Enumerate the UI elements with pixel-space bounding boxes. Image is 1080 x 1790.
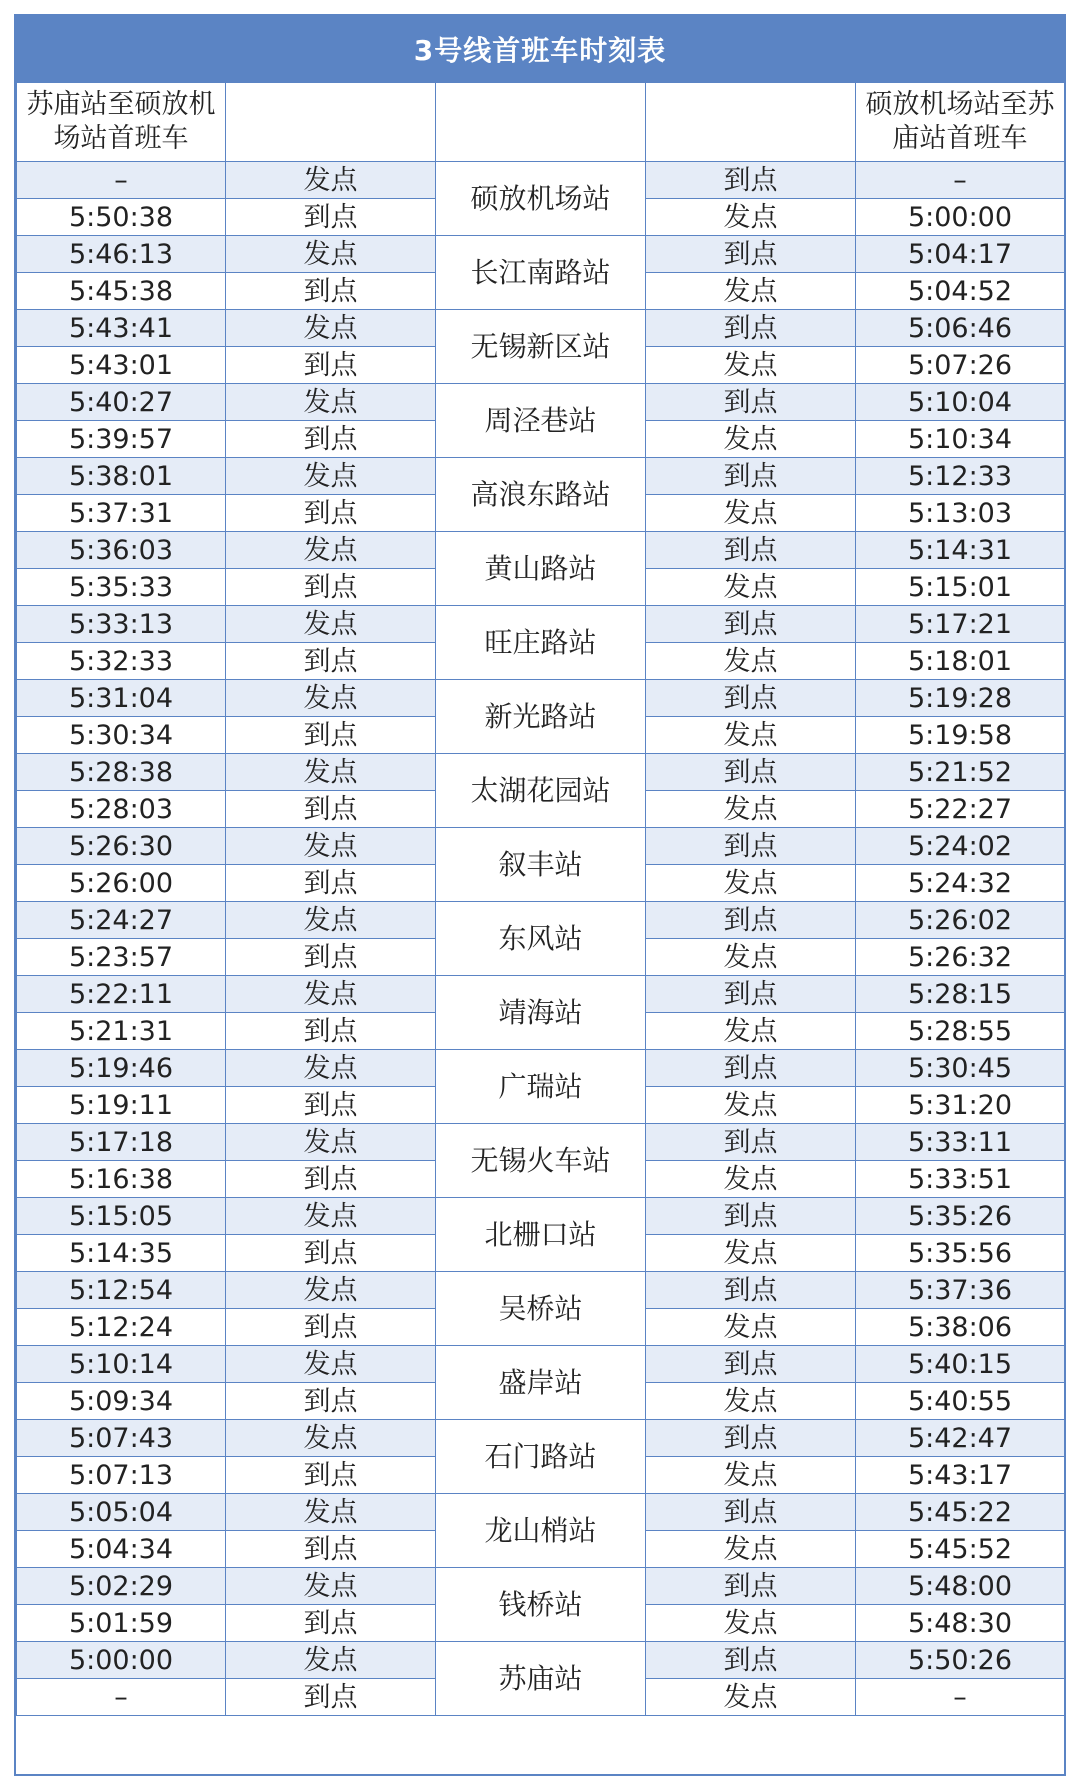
southbound-time-type: 到点 [226,717,436,754]
table-row [17,976,1065,1013]
southbound-time-type: 到点 [226,1605,436,1642]
southbound-time-type: 发点 [226,1050,436,1087]
table-row [17,1346,1065,1383]
southbound-time: 5:43:41 [17,310,226,347]
southbound-time-type: 到点 [226,347,436,384]
southbound-time-type: 发点 [226,976,436,1013]
header-blank-4 [646,83,856,162]
station-name: 东风站 [436,902,646,976]
table-row [17,384,1065,421]
station-name: 北栅口站 [436,1198,646,1272]
station-name: 周泾巷站 [436,384,646,458]
northbound-time-type: 发点 [646,1679,856,1716]
northbound-time-type: 到点 [646,754,856,791]
southbound-time-type: 发点 [226,606,436,643]
station-name: 黄山路站 [436,532,646,606]
southbound-time-type: 到点 [226,273,436,310]
station-name: 石门路站 [436,1420,646,1494]
northbound-time: 5:06:46 [856,310,1065,347]
southbound-time: 5:40:27 [17,384,226,421]
northbound-time-type: 发点 [646,1457,856,1494]
southbound-time-type: 到点 [226,1013,436,1050]
northbound-time-type: 到点 [646,976,856,1013]
northbound-time: 5:04:17 [856,236,1065,273]
station-name: 龙山梢站 [436,1494,646,1568]
northbound-time: 5:26:02 [856,902,1065,939]
header-direction-to-sumiao: 硕放机场站至苏庙站首班车 [856,83,1065,162]
southbound-time: 5:36:03 [17,532,226,569]
southbound-time-type: 到点 [226,791,436,828]
northbound-time: 5:31:20 [856,1087,1065,1124]
station-name: 吴桥站 [436,1272,646,1346]
station-name: 长江南路站 [436,236,646,310]
southbound-time-type: 到点 [226,643,436,680]
southbound-time: 5:30:34 [17,717,226,754]
southbound-time-type: 到点 [226,199,436,236]
station-name: 广瑞站 [436,1050,646,1124]
station-name: 钱桥站 [436,1568,646,1642]
table-row [17,1420,1065,1457]
northbound-time-type: 发点 [646,1161,856,1198]
southbound-time-type: 到点 [226,1235,436,1272]
southbound-time: 5:01:59 [17,1605,226,1642]
southbound-time: 5:21:31 [17,1013,226,1050]
table-row [17,1568,1065,1605]
table-row [17,532,1065,569]
southbound-time: 5:19:11 [17,1087,226,1124]
station-name: 盛岸站 [436,1346,646,1420]
northbound-time-type: 发点 [646,199,856,236]
northbound-time: 5:26:32 [856,939,1065,976]
northbound-time-type: 发点 [646,1605,856,1642]
southbound-time: 5:14:35 [17,1235,226,1272]
northbound-time-type: 发点 [646,273,856,310]
table-row [17,236,1065,273]
southbound-time-type: 发点 [226,384,436,421]
table-row [17,1494,1065,1531]
southbound-time: 5:15:05 [17,1198,226,1235]
station-name: 无锡火车站 [436,1124,646,1198]
header-blank-2 [226,83,436,162]
northbound-time-type: 发点 [646,495,856,532]
header-blank-3 [436,83,646,162]
table-row [17,828,1065,865]
southbound-time-type: 发点 [226,458,436,495]
northbound-time-type: 发点 [646,347,856,384]
northbound-time-type: 发点 [646,421,856,458]
southbound-time: 5:22:11 [17,976,226,1013]
northbound-time: 5:13:03 [856,495,1065,532]
southbound-time: 5:26:30 [17,828,226,865]
southbound-time-type: 到点 [226,495,436,532]
northbound-time: 5:04:52 [856,273,1065,310]
station-name: 高浪东路站 [436,458,646,532]
northbound-time-type: 发点 [646,1309,856,1346]
northbound-time: 5:22:27 [856,791,1065,828]
station-name: 靖海站 [436,976,646,1050]
northbound-time-type: 到点 [646,606,856,643]
southbound-time-type: 到点 [226,1161,436,1198]
northbound-time-type: 发点 [646,643,856,680]
northbound-time-type: 到点 [646,310,856,347]
southbound-time-type: 到点 [226,939,436,976]
northbound-time: 5:45:22 [856,1494,1065,1531]
southbound-time: 5:10:14 [17,1346,226,1383]
southbound-time-type: 到点 [226,1383,436,1420]
northbound-time-type: 发点 [646,939,856,976]
southbound-time-type: 发点 [226,532,436,569]
table-row [17,310,1065,347]
station-name: 叙丰站 [436,828,646,902]
northbound-time-type: 到点 [646,384,856,421]
northbound-time-type: 到点 [646,458,856,495]
northbound-time-type: 发点 [646,1087,856,1124]
southbound-time-type: 发点 [226,1272,436,1309]
table-row [17,1050,1065,1087]
southbound-time-type: 发点 [226,1420,436,1457]
northbound-time-type: 发点 [646,569,856,606]
southbound-time-type: 发点 [226,680,436,717]
northbound-time: 5:35:26 [856,1198,1065,1235]
southbound-time: 5:35:33 [17,569,226,606]
northbound-time-type: 到点 [646,828,856,865]
northbound-time: – [856,1679,1065,1716]
southbound-time-type: 到点 [226,421,436,458]
northbound-time: 5:24:02 [856,828,1065,865]
northbound-time: – [856,162,1065,199]
northbound-time: 5:28:55 [856,1013,1065,1050]
southbound-time: – [17,162,226,199]
northbound-time: 5:48:00 [856,1568,1065,1605]
northbound-time: 5:42:47 [856,1420,1065,1457]
northbound-time-type: 发点 [646,1383,856,1420]
northbound-time: 5:35:56 [856,1235,1065,1272]
station-name: 新光路站 [436,680,646,754]
southbound-time-type: 发点 [226,902,436,939]
southbound-time-type: 发点 [226,162,436,199]
northbound-time: 5:10:34 [856,421,1065,458]
table-header-row [17,83,1065,162]
station-name: 旺庄路站 [436,606,646,680]
southbound-time-type: 发点 [226,828,436,865]
northbound-time-type: 发点 [646,717,856,754]
southbound-time-type: 到点 [226,1531,436,1568]
northbound-time-type: 到点 [646,1568,856,1605]
station-name: 无锡新区站 [436,310,646,384]
southbound-time-type: 发点 [226,310,436,347]
northbound-time: 5:45:52 [856,1531,1065,1568]
northbound-time-type: 到点 [646,162,856,199]
station-name: 硕放机场站 [436,162,646,236]
southbound-time-type: 到点 [226,1679,436,1716]
southbound-time-type: 发点 [226,1568,436,1605]
northbound-time: 5:40:15 [856,1346,1065,1383]
southbound-time: 5:45:38 [17,273,226,310]
southbound-time: 5:24:27 [17,902,226,939]
timetable-title: 3号线首班车时刻表 [16,16,1064,82]
station-name: 苏庙站 [436,1642,646,1716]
northbound-time-type: 到点 [646,680,856,717]
table-row [17,458,1065,495]
northbound-time: 5:37:36 [856,1272,1065,1309]
southbound-time: 5:26:00 [17,865,226,902]
northbound-time: 5:17:21 [856,606,1065,643]
northbound-time: 5:14:31 [856,532,1065,569]
northbound-time-type: 到点 [646,1346,856,1383]
northbound-time: 5:43:17 [856,1457,1065,1494]
station-name: 太湖花园站 [436,754,646,828]
southbound-time: 5:32:33 [17,643,226,680]
northbound-time-type: 发点 [646,1013,856,1050]
southbound-time: 5:12:24 [17,1309,226,1346]
northbound-time: 5:48:30 [856,1605,1065,1642]
southbound-time: 5:39:57 [17,421,226,458]
southbound-time: 5:09:34 [17,1383,226,1420]
table-row [17,1272,1065,1309]
southbound-time-type: 发点 [226,1642,436,1679]
northbound-time: 5:33:51 [856,1161,1065,1198]
southbound-time: 5:19:46 [17,1050,226,1087]
southbound-time: 5:46:13 [17,236,226,273]
southbound-time: 5:37:31 [17,495,226,532]
northbound-time: 5:24:32 [856,865,1065,902]
southbound-time: 5:43:01 [17,347,226,384]
table-row [17,1642,1065,1679]
northbound-time: 5:50:26 [856,1642,1065,1679]
northbound-time: 5:15:01 [856,569,1065,606]
southbound-time: 5:31:04 [17,680,226,717]
northbound-time-type: 到点 [646,1420,856,1457]
southbound-time: 5:28:38 [17,754,226,791]
table-row [17,902,1065,939]
southbound-time-type: 发点 [226,236,436,273]
northbound-time: 5:40:55 [856,1383,1065,1420]
southbound-time-type: 到点 [226,1309,436,1346]
northbound-time: 5:33:11 [856,1124,1065,1161]
southbound-time-type: 发点 [226,754,436,791]
southbound-time-type: 发点 [226,1494,436,1531]
southbound-time: 5:23:57 [17,939,226,976]
northbound-time: 5:12:33 [856,458,1065,495]
southbound-time: 5:28:03 [17,791,226,828]
northbound-time: 5:19:58 [856,717,1065,754]
southbound-time: 5:12:54 [17,1272,226,1309]
northbound-time-type: 到点 [646,902,856,939]
southbound-time: 5:07:13 [17,1457,226,1494]
northbound-time-type: 发点 [646,791,856,828]
table-row [17,680,1065,717]
northbound-time-type: 到点 [646,1642,856,1679]
southbound-time-type: 发点 [226,1346,436,1383]
timetable [16,82,1065,1716]
southbound-time: 5:05:04 [17,1494,226,1531]
southbound-time-type: 到点 [226,1087,436,1124]
northbound-time-type: 到点 [646,236,856,273]
northbound-time-type: 发点 [646,865,856,902]
northbound-time: 5:10:04 [856,384,1065,421]
southbound-time: 5:17:18 [17,1124,226,1161]
table-row [17,606,1065,643]
northbound-time-type: 到点 [646,1272,856,1309]
table-row [17,754,1065,791]
header-direction-to-airport: 苏庙站至硕放机场站首班车 [17,83,226,162]
northbound-time: 5:30:45 [856,1050,1065,1087]
southbound-time: 5:16:38 [17,1161,226,1198]
northbound-time-type: 到点 [646,532,856,569]
southbound-time: 5:00:00 [17,1642,226,1679]
southbound-time: – [17,1679,226,1716]
northbound-time-type: 到点 [646,1494,856,1531]
table-row [17,1124,1065,1161]
northbound-time-type: 到点 [646,1198,856,1235]
northbound-time: 5:18:01 [856,643,1065,680]
northbound-time-type: 到点 [646,1124,856,1161]
southbound-time: 5:04:34 [17,1531,226,1568]
northbound-time: 5:00:00 [856,199,1065,236]
timetable-frame [14,14,1066,1776]
southbound-time-type: 到点 [226,865,436,902]
southbound-time-type: 到点 [226,1457,436,1494]
northbound-time: 5:38:06 [856,1309,1065,1346]
southbound-time: 5:02:29 [17,1568,226,1605]
southbound-time: 5:38:01 [17,458,226,495]
southbound-time: 5:33:13 [17,606,226,643]
northbound-time: 5:28:15 [856,976,1065,1013]
northbound-time-type: 发点 [646,1531,856,1568]
table-row [17,162,1065,199]
southbound-time: 5:50:38 [17,199,226,236]
northbound-time: 5:21:52 [856,754,1065,791]
southbound-time-type: 发点 [226,1198,436,1235]
northbound-time-type: 发点 [646,1235,856,1272]
northbound-time-type: 到点 [646,1050,856,1087]
southbound-time-type: 到点 [226,569,436,606]
southbound-time-type: 发点 [226,1124,436,1161]
northbound-time: 5:19:28 [856,680,1065,717]
southbound-time: 5:07:43 [17,1420,226,1457]
northbound-time: 5:07:26 [856,347,1065,384]
table-row [17,1198,1065,1235]
